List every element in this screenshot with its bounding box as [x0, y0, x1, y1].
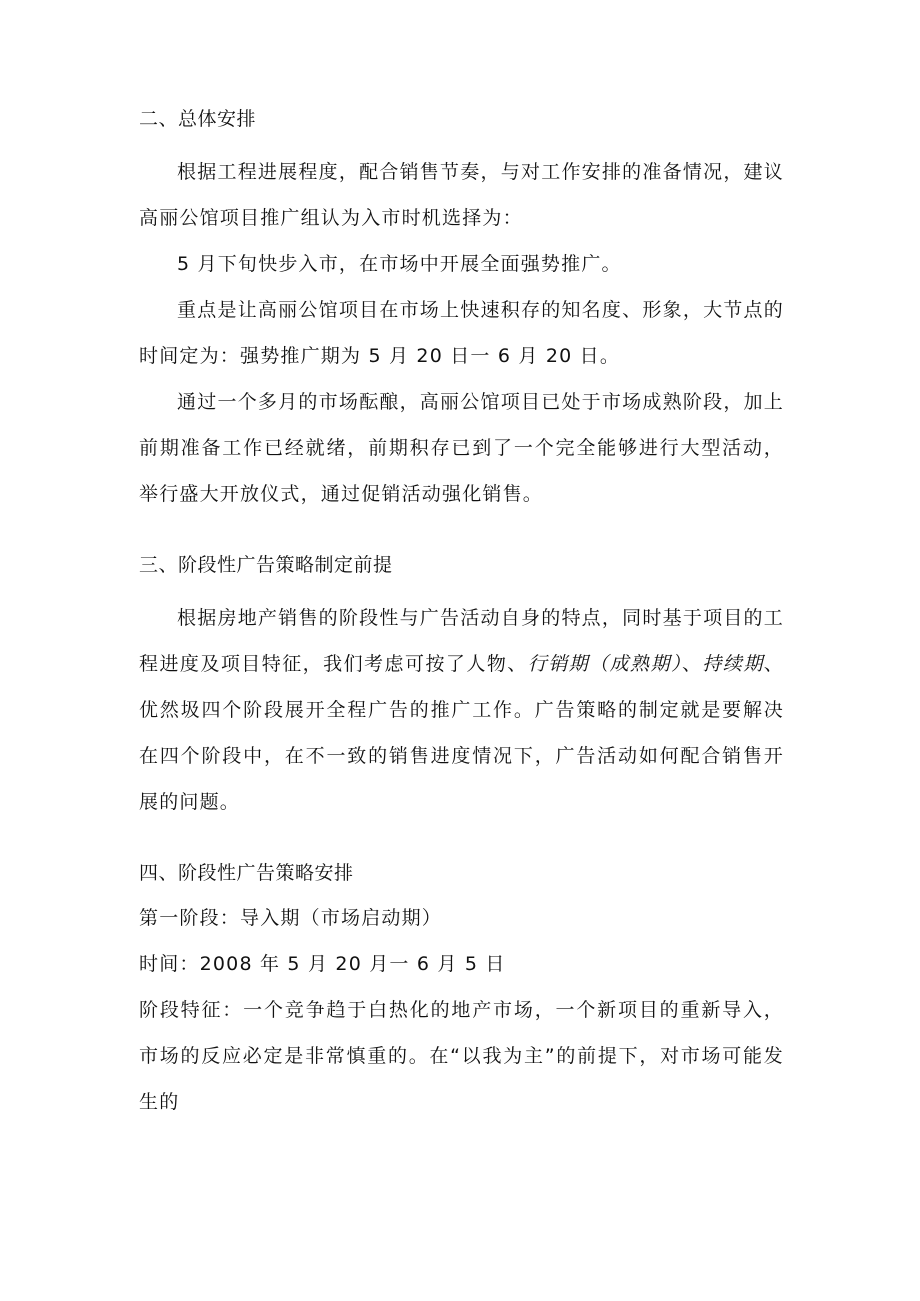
section-heading: 三、阶段性广告策略制定前提 [139, 554, 393, 576]
paragraph-text: 、 [681, 653, 703, 675]
section-stage-strategy-premise [139, 553, 784, 825]
paragraph: 5 月下旬快步入市，在市场中开展全面强势推广。 [177, 253, 622, 275]
stage-name-italic: 行销期（成熟期） [527, 653, 682, 675]
paragraph: 通过一个多月的市场酝酿，高丽公馆项目已处于市场成熟阶段，加上前期准备工作已经就绪，前期积存已到了一个完全能够进行大型活动，举行盛大开放仪式，通过促销活动强化销售。 [139, 391, 784, 505]
section-heading: 二、总体安排 [139, 108, 257, 130]
section-heading: 四、阶段性广告策略安排 [139, 862, 354, 884]
paragraph [139, 595, 784, 825]
stage-time: 时间：2008 年 5 月 20 月一 6 月 5 日 [139, 953, 506, 975]
paragraph-text: 、优然圾四个阶段展开全程广告的推广工作。广告策略的制定就是要解决在四个阶段中，在不一致的销售进度情况下，广告活动如何配合销售开展的问题。 [139, 653, 784, 813]
document-body [139, 107, 784, 1125]
section-stage-strategy-arrangement [139, 861, 784, 1125]
stage-feature: 阶段特征：一个竞争趋于白热化的地产市场，一个新项目的重新导入，市场的反应必定是非常慎重的。在“以我为主”的前提下，对市场可能发生的 [139, 999, 784, 1113]
paragraph: 根据工程进展程度，配合销售节奏，与对工作安排的准备情况，建议高丽公馆项目推广组认为入市时机选择为： [139, 161, 784, 229]
paragraph-text: 根据房地产销售的阶段性与广告活动自身的特点，同时基于项目的工程进度及项目特征，我们考虑可按了人物、 [139, 607, 784, 675]
stage-name-italic: 持续期 [702, 653, 764, 675]
section-overall-arrangement [139, 107, 784, 517]
stage-title: 第一阶段：导入期（市场启动期） [139, 907, 443, 929]
paragraph: 重点是让高丽公馆项目在市场上快速积存的知名度、形象，大节点的时间定为：强势推广期为 5 月 20 日一 6 月 20 日。 [139, 299, 784, 367]
